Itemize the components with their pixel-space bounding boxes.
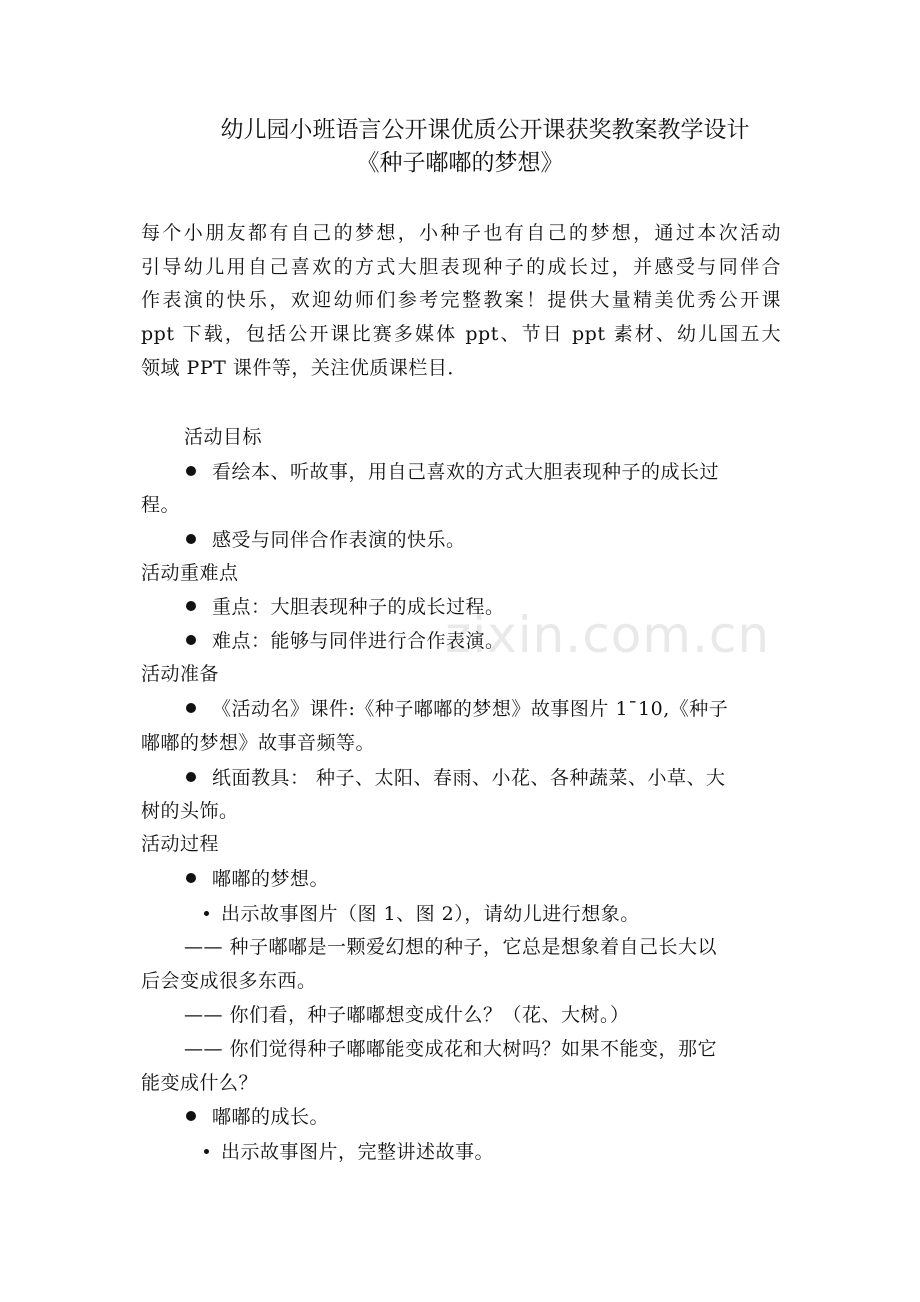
intro-line-1: 每个小朋友都有自己的梦想，小种子也有自己的梦想，通过本次活动 — [141, 222, 781, 244]
step-2-sub-item — [204, 1138, 844, 1166]
document-subtitle: 《种子嘟嘟的梦想》 — [356, 150, 564, 176]
bullet-icon — [186, 534, 196, 544]
intro-line-4: ppt 下载，包括公开课比赛多媒体 ppt、节日 ppt 素材、幼儿国五大 — [141, 323, 781, 345]
process-heading: 活动过程 — [141, 833, 220, 855]
bullet-icon — [186, 772, 196, 782]
dialog-1-line-b: 后会变成很多东西。 — [141, 970, 317, 992]
step-2-sub-text: 出示故事图片，完整讲述故事。 — [221, 1141, 495, 1163]
bullet-icon — [186, 635, 196, 645]
step-2-text: 嘟嘟的成长。 — [212, 1106, 330, 1128]
bullet-icon — [186, 703, 196, 713]
document-title: 幼儿园小班语言公开课优质公开课获奖教案教学设计 — [220, 117, 750, 143]
bullet-icon — [186, 1111, 196, 1121]
preparation-heading: 活动准备 — [141, 663, 220, 685]
small-bullet-icon — [204, 1149, 209, 1154]
dialog-3-line-b: 能变成什么？ — [141, 1072, 259, 1094]
goal-1-text-a: 看绘本、听故事，用自己喜欢的方式大胆表现种子的成长过 — [212, 461, 720, 483]
prep-1-text-a: 《活动名》课件:《种子嘟嘟的梦想》故事图片 1¯10,《种子 — [212, 698, 729, 720]
small-bullet-icon — [204, 911, 209, 916]
prep-item-1 — [186, 695, 782, 723]
watermark: zixin.com.cn — [445, 606, 771, 664]
step-1-text: 嘟嘟的梦想。 — [212, 868, 330, 890]
step-1-sub-text: 出示故事图片（图 1、图 2），请幼儿进行想象。 — [221, 903, 640, 925]
step-1-sub-item — [204, 900, 844, 928]
prep-2-text-a: 纸面教具： 种子、太阳、春雨、小花、各种蔬菜、小草、大 — [212, 767, 726, 789]
key-1-text: 重点：大胆表现种子的成长过程。 — [212, 596, 505, 618]
dialog-2: —— 你们看，种子嘟嘟想变成什么？（花、大树。） — [184, 1004, 630, 1026]
intro-line-2: 引导幼儿用自己喜欢的方式大胆表现种子的成长过，并感受与同伴合 — [141, 256, 781, 278]
bullet-icon — [186, 873, 196, 883]
dialog-3-line-a: —— 你们觉得种子嘟嘟能变成花和大树吗？如果不能变，那它 — [184, 1038, 718, 1060]
key-2-text: 难点：能够与同伴进行合作表演。 — [212, 630, 505, 652]
bullet-icon — [186, 601, 196, 611]
key-points-heading: 活动重难点 — [141, 562, 239, 584]
goal-1-text-b: 程。 — [141, 494, 181, 516]
dialog-1-line-a: —— 种子嘟嘟是一颗爱幻想的种子，它总是想象着自己长大以 — [184, 936, 718, 958]
intro-line-5: 领域 PPT 课件等，关注优质课栏目． — [141, 357, 467, 379]
step-item-1 — [186, 865, 826, 893]
prep-item-2 — [186, 764, 782, 792]
goal-item-2 — [186, 526, 826, 554]
goals-heading: 活动目标 — [184, 426, 263, 448]
bullet-icon — [186, 466, 196, 476]
intro-line-3: 作表演的快乐，欢迎幼师们参考完整教案！提供大量精美优秀公开课 — [141, 289, 781, 311]
goal-2-text: 感受与同伴合作表演的快乐。 — [212, 529, 466, 551]
goal-item-1 — [186, 458, 782, 486]
prep-1-text-b: 嘟嘟的梦想》故事音频等。 — [141, 732, 376, 754]
step-item-2 — [186, 1103, 826, 1131]
prep-2-text-b: 树的头饰。 — [141, 800, 239, 822]
